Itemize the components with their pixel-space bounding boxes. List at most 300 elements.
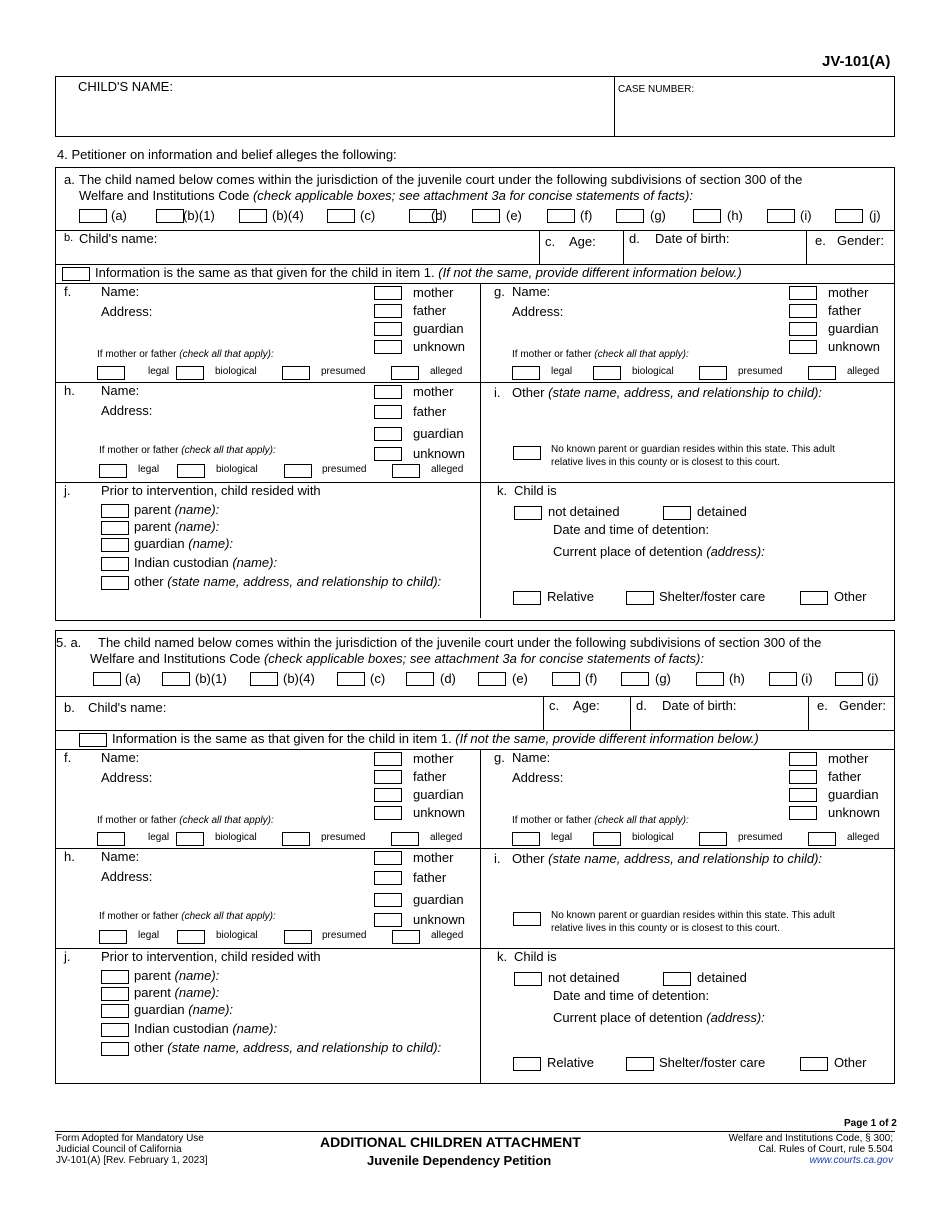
sec5-g-parent-type-label-1: biological [632,832,674,843]
sec4-f-relation-checkbox-2[interactable] [374,322,402,336]
sec5-resided-4-text: other [134,1040,164,1055]
sec5-placement-label-2: Other [834,1055,867,1070]
sec4-f-parent-type-label-3: alleged [430,366,463,377]
sec4-h-if-mother-text: If mother or father [99,445,179,456]
sec5-g-if-mother [512,815,689,827]
sec4-h-relation-label-1: father [413,404,447,419]
sec4-letter-k: k. [497,483,508,498]
sec5-f-parent-type-label-1: biological [215,832,257,843]
sec4-f-parent-type-checkbox-3[interactable] [391,366,419,380]
sec5-resided-2-hint: (name): [188,1002,234,1017]
sec4-letter-c: c. [545,234,556,249]
sec4-subdivision-label-9: (i) [800,208,812,223]
sec4-f-parent-type-checkbox-0[interactable] [97,366,125,380]
sec5-resided-3-text: Indian custodian [134,1021,229,1036]
sec5-letter-d: d. [636,698,647,713]
sec5-h-if-mother-text: If mother or father [99,911,179,922]
sec4-resided-1-hint: (name): [174,519,220,534]
sec5-subdivision-label-5: (e) [512,671,528,686]
sec4-i-other-text: Other [512,385,545,400]
sec4-resided-checkbox-0[interactable] [101,504,129,518]
sec4-f-if-mother-text: If mother or father [97,349,177,360]
sec4-letter-h: h. [64,383,75,398]
form-title: ADDITIONAL CHILDREN ATTACHMENT [320,1134,581,1150]
sec5-resided-checkbox-4[interactable] [101,1042,129,1056]
sec4-f-parent-type-checkbox-2[interactable] [282,366,310,380]
sec4-letter-g: g. [494,284,505,299]
sec4-h-parent-type-label-2: presumed [322,464,367,475]
rule [55,382,895,383]
sec5-g-parent-type-checkbox-2[interactable] [699,832,727,846]
sec4-a-line2 [79,188,693,204]
sec5-resided-0-text: parent [134,968,171,983]
sec4-a-line2-hint: (check applicable boxes; see attachment 3a for concise statements of facts): [252,188,693,203]
sec5-dob-label: Date of birth: [662,698,737,713]
sec4-letter-j: j. [64,483,71,498]
sec4-subdivision-label-5: (e) [506,208,522,223]
sec4-subdivision-checkbox-8[interactable] [693,209,721,223]
sec4-resided-1-text: parent [134,519,171,534]
sec5-detained-label: detained [697,970,747,985]
sec5-resided-1-text: parent [134,985,171,1000]
sec4-subdivision-checkbox-7[interactable] [616,209,644,223]
sec5-resided-4 [134,1040,441,1056]
sec5-h-if-mother [99,911,276,923]
sec4-resided-3-hint: (name): [232,555,278,570]
sec5-subdivision-checkbox-8[interactable] [696,672,724,686]
footer-right-1: Welfare and Institutions Code, § 300; [728,1133,893,1144]
sec4-resided-checkbox-4[interactable] [101,576,129,590]
sec4-g-relation-checkbox-3[interactable] [789,340,817,354]
sec4-h-relation-checkbox-2[interactable] [374,427,402,441]
sec4-f-relation-checkbox-1[interactable] [374,304,402,318]
sec5-letter-a: 5. a. [56,635,82,650]
header-box [55,76,895,137]
sec4-subdivision-label-8: (h) [727,208,743,223]
sec5-not-detained-label: not detained [548,970,620,985]
sec5-h-name-label: Name: [101,849,140,864]
sec5-subdivision-checkbox-10[interactable] [835,672,863,686]
sec4-subdivision-checkbox-6[interactable] [547,209,575,223]
sec5-g-address-label: Address: [512,770,564,785]
sec5-g-parent-type-label-2: presumed [738,832,783,843]
sec4-resided-0-hint: (name): [174,502,220,517]
sec5-subdivision-label-7: (g) [655,671,671,686]
sec4-child-is-label: Child is [514,483,557,498]
sec5-h-relation-checkbox-2[interactable] [374,893,402,907]
sec5-h-relation-label-3: unknown [413,912,466,927]
sec4-h-parent-type-checkbox-2[interactable] [284,464,312,478]
sec5-i-other-text: Other [512,851,545,866]
sec4-subdivision-checkbox-0[interactable] [79,209,107,223]
rule [55,749,895,750]
sec4-resided-4-hint: (state name, address, and relationship to child): [167,574,442,589]
form-id: JV-101(A) [822,53,891,70]
sec4-same-info [95,265,742,281]
sec5-h-relation-label-1: father [413,870,447,885]
sec4-g-parent-type-label-3: alleged [847,366,880,377]
sec4-same-info-checkbox[interactable] [62,267,90,281]
sec5-subdivision-label-10: (j) [867,671,879,686]
sec5-subdivision-label-3: (c) [370,671,386,686]
sec4-no-known-line2: relative lives in this county or is closest to this court. [551,457,780,468]
sec4-i-other-hint: (state name, address, and relationship to child): [548,385,823,400]
sec4-letter-e: e. [815,233,826,248]
rule [55,230,895,231]
sec4-not-detained-checkbox[interactable] [514,506,542,520]
sec4-resided-checkbox-1[interactable] [101,521,129,535]
sec5-f-parent-type-label-3: alleged [430,832,463,843]
sec4-placement-checkbox-2[interactable] [800,591,828,605]
sec5-g-relation-label-0: mother [828,751,869,766]
sec4-g-parent-type-checkbox-0[interactable] [512,366,540,380]
sec5-g-relation-checkbox-1[interactable] [789,770,817,784]
sec5-current-place-hint: (address): [706,1010,765,1025]
sec4-letter-a: a. [64,172,75,187]
sec4-date-time-label: Date and time of detention: [553,522,710,537]
sec5-resided-3-hint: (name): [232,1021,278,1036]
sec4-g-if-mother-hint: (check all that apply): [594,349,689,360]
sec5-f-if-mother-text: If mother or father [97,815,177,826]
item4-intro: 4. Petitioner on information and belief alleges the following: [57,147,397,162]
sec4-h-name-label: Name: [101,383,140,398]
sec5-subdivision-label-8: (h) [729,671,745,686]
sec5-child-is-label: Child is [514,949,557,964]
courts-website-link[interactable]: www.courts.ca.gov [809,1155,893,1166]
sec5-h-if-mother-hint: (check all that apply): [181,911,276,922]
sec5-subdivision-label-4: (d) [440,671,456,686]
rule [55,283,895,284]
sec4-h-parent-type-checkbox-3[interactable] [392,464,420,478]
sec4-h-address-label: Address: [101,403,153,418]
sec5-f-parent-type-label-2: presumed [321,832,366,843]
sec4-i-other [512,385,822,401]
sec5-placement-checkbox-2[interactable] [800,1057,828,1071]
sec4-current-place [553,544,765,560]
sec4-f-parent-type-label-1: biological [215,366,257,377]
sec4-g-relation-checkbox-0[interactable] [789,286,817,300]
sec4-letter-i: i. [494,385,501,400]
rule [623,230,624,264]
sec4-g-parent-type-label-2: presumed [738,366,783,377]
sec4-h-relation-label-2: guardian [413,426,464,441]
sec4-subdivision-label-2: (b)(4) [272,208,304,223]
sec5-subdivision-label-9: (i) [801,671,813,686]
rule [480,283,481,618]
sec5-letter-g: g. [494,750,505,765]
sec5-subdivision-checkbox-4[interactable] [406,672,434,686]
sec4-resided-4 [134,574,441,590]
sec4-subdivision-label-6: (f) [580,208,593,223]
sec5-letter-i: i. [494,851,501,866]
sec5-g-parent-type-checkbox-3[interactable] [808,832,836,846]
sec5-f-relation-label-1: father [413,769,447,784]
sec5-current-place-text: Current place of detention [553,1010,703,1025]
sec4-placement-checkbox-1[interactable] [626,591,654,605]
sec4-h-if-mother-hint: (check all that apply): [181,445,276,456]
sec5-placement-checkbox-1[interactable] [626,1057,654,1071]
sec5-placement-label-1: Shelter/foster care [659,1055,766,1070]
sec4-resided-checkbox-3[interactable] [101,557,129,571]
sec5-resided-3 [134,1021,277,1037]
sec5-h-parent-type-checkbox-1[interactable] [177,930,205,944]
sec4-h-relation-checkbox-1[interactable] [374,405,402,419]
sec5-f-if-mother-hint: (check all that apply): [179,815,274,826]
sec5-a-line2-hint: (check applicable boxes; see attachment 3a for concise statements of facts): [263,651,704,666]
sec4-placement-label-1: Shelter/foster care [659,589,766,604]
sec5-letter-b: b. [64,700,75,715]
sec4-dob-label: Date of birth: [655,231,730,246]
sec5-subdivision-label-1: (b)(1) [195,671,227,686]
sec4-same-info-hint: (If not the same, provide different information below.) [438,265,742,280]
sec4-g-relation-label-3: unknown [828,339,881,354]
sec4-f-relation-label-0: mother [413,285,454,300]
sec4-h-relation-checkbox-0[interactable] [374,385,402,399]
sec4-subdivision-checkbox-1[interactable] [156,209,184,223]
sec5-h-parent-type-label-0: legal [138,930,160,941]
case-number-label: CASE NUMBER: [618,84,695,95]
sec5-h-relation-label-0: mother [413,850,454,865]
sec4-h-parent-type-label-1: biological [216,464,258,475]
sec5-no-known-parent-checkbox[interactable] [513,912,541,926]
sec5-g-if-mother-text: If mother or father [512,815,592,826]
sec4-subdivision-label-1: (b)(1) [183,208,215,223]
sec5-same-info-hint: (If not the same, provide different information below.) [455,731,759,746]
sec5-placement-label-0: Relative [547,1055,594,1070]
sec5-resided-1-hint: (name): [174,985,220,1000]
rule [543,696,544,730]
sec5-resided-checkbox-0[interactable] [101,970,129,984]
sec5-resided-checkbox-2[interactable] [101,1004,129,1018]
sec5-f-relation-label-3: unknown [413,805,466,820]
sec5-h-parent-type-label-3: alleged [431,930,464,941]
rule [539,230,540,264]
sec4-subdivision-label-0: (a) [111,208,127,223]
sec5-f-relation-label-0: mother [413,751,454,766]
sec4-h-parent-type-label-3: alleged [431,464,464,475]
rule [55,696,895,697]
sec5-i-other [512,851,822,867]
sec4-letter-b: b. [64,232,74,244]
sec4-f-relation-checkbox-3[interactable] [374,340,402,354]
sec5-no-known-line1: No known parent or guardian resides within this state. This adult [551,910,835,921]
sec5-f-parent-type-checkbox-2[interactable] [282,832,310,846]
sec4-letter-f: f. [64,284,72,299]
sec4-subdivision-checkbox-5[interactable] [472,209,500,223]
sec5-a-line2-text: Welfare and Institutions Code [90,651,261,666]
sec4-placement-label-0: Relative [547,589,594,604]
sec5-letter-h: h. [64,849,75,864]
sec5-g-parent-type-checkbox-1[interactable] [593,832,621,846]
childs-name-label: CHILD'S NAME: [78,79,173,94]
sec5-resided-4-hint: (state name, address, and relationship to child): [167,1040,442,1055]
sec4-current-place-text: Current place of detention [553,544,703,559]
sec4-no-known-line1: No known parent or guardian resides within this state. This adult [551,444,835,455]
sec4-resided-3 [134,555,277,571]
sec4-same-info-text: Information is the same as that given for the child in item 1. [95,265,435,280]
sec5-resided-2 [134,1002,233,1018]
sec4-subdivision-checkbox-10[interactable] [835,209,863,223]
sec5-a-line1: The child named below comes within the jurisdiction of the juvenile court under the following subdivisions of section 300 of the [98,635,822,650]
sec5-h-relation-checkbox-3[interactable] [374,913,402,927]
sec5-resided-checkbox-3[interactable] [101,1023,129,1037]
sec5-g-relation-label-3: unknown [828,805,881,820]
sec5-h-relation-checkbox-0[interactable] [374,851,402,865]
sec4-g-relation-checkbox-1[interactable] [789,304,817,318]
sec4-g-parent-type-checkbox-2[interactable] [699,366,727,380]
sec4-no-known-parent-checkbox[interactable] [513,446,541,460]
sec4-subdivision-checkbox-9[interactable] [767,209,795,223]
sec4-g-relation-checkbox-2[interactable] [789,322,817,336]
sec5-g-name-label: Name: [512,750,551,765]
sec5-g-if-mother-hint: (check all that apply): [594,815,689,826]
sec4-h-if-mother [99,445,276,457]
sec5-subdivision-checkbox-7[interactable] [621,672,649,686]
sec5-childs-name-label: Child's name: [88,700,167,715]
sec4-subdivision-label-3: (c) [360,208,376,223]
sec5-subdivision-checkbox-1[interactable] [162,672,190,686]
sec5-h-relation-label-2: guardian [413,892,464,907]
sec4-h-relation-label-0: mother [413,384,454,399]
sec4-resided-3-text: Indian custodian [134,555,229,570]
sec4-g-parent-type-checkbox-3[interactable] [808,366,836,380]
rule [630,696,631,730]
sec5-letter-e: e. [817,698,828,713]
sec5-f-parent-type-checkbox-1[interactable] [176,832,204,846]
page-number: Page 1 of 2 [844,1118,897,1129]
sec4-g-relation-label-1: father [828,303,862,318]
sec5-subdivision-checkbox-9[interactable] [769,672,797,686]
rule [806,230,807,264]
sec5-g-relation-label-2: guardian [828,787,879,802]
sec5-current-place [553,1010,765,1026]
sec5-h-parent-type-label-1: biological [216,930,258,941]
sec4-prior-label: Prior to intervention, child resided with [101,483,321,498]
sec4-resided-0 [134,502,219,518]
sec4-f-relation-label-3: unknown [413,339,466,354]
sec4-a-line1: The child named below comes within the jurisdiction of the juvenile court under the following subdivisions of section 300 of the [79,172,803,187]
sec5-subdivision-checkbox-0[interactable] [93,672,121,686]
sec5-subdivision-checkbox-6[interactable] [552,672,580,686]
sec5-letter-f: f. [64,750,72,765]
sec5-same-info [112,731,759,747]
sec4-age-label: Age: [569,234,596,249]
sec4-f-parent-type-label-0: legal [148,366,170,377]
sec4-g-if-mother [512,349,689,361]
sec4-detained-label: detained [697,504,747,519]
sec4-resided-2-hint: (name): [188,536,234,551]
sec4-detained-checkbox[interactable] [663,506,691,520]
sec5-no-known-line2: relative lives in this county or is closest to this court. [551,923,780,934]
sec4-not-detained-label: not detained [548,504,620,519]
sec5-g-parent-type-label-0: legal [551,832,573,843]
sec5-letter-c: c. [549,698,560,713]
footer-right-2: Cal. Rules of Court, rule 5.504 [758,1144,893,1155]
sec4-placement-checkbox-0[interactable] [513,591,541,605]
footer-left-1: Form Adopted for Mandatory Use [56,1133,204,1144]
sec5-gender-label: Gender: [839,698,886,713]
sec5-f-relation-label-2: guardian [413,787,464,802]
sec4-g-parent-type-label-0: legal [551,366,573,377]
sec5-f-address-label: Address: [101,770,153,785]
sec5-subdivision-checkbox-3[interactable] [337,672,365,686]
sec5-resided-checkbox-1[interactable] [101,987,129,1001]
rule [55,848,895,849]
sec5-f-relation-checkbox-0[interactable] [374,752,402,766]
form-subtitle: Juvenile Dependency Petition [367,1153,552,1168]
sec4-f-relation-checkbox-0[interactable] [374,286,402,300]
sec4-h-parent-type-label-0: legal [138,464,160,475]
sec4-g-if-mother-text: If mother or father [512,349,592,360]
sec4-g-parent-type-checkbox-1[interactable] [593,366,621,380]
sec5-placement-checkbox-0[interactable] [513,1057,541,1071]
sec5-g-parent-type-checkbox-0[interactable] [512,832,540,846]
sec4-gender-label: Gender: [837,233,884,248]
sec5-subdivision-checkbox-5[interactable] [478,672,506,686]
sec5-g-relation-checkbox-3[interactable] [789,806,817,820]
sec4-placement-label-2: Other [834,589,867,604]
sec5-subdivision-checkbox-2[interactable] [250,672,278,686]
sec5-age-label: Age: [573,698,600,713]
sec5-h-parent-type-checkbox-0[interactable] [99,930,127,944]
sec4-subdivision-checkbox-2[interactable] [239,209,267,223]
sec4-f-parent-type-checkbox-1[interactable] [176,366,204,380]
sec4-f-relation-label-2: guardian [413,321,464,336]
sec4-g-relation-label-2: guardian [828,321,879,336]
sec4-a-line2-text: Welfare and Institutions Code [79,188,250,203]
sec5-not-detained-checkbox[interactable] [514,972,542,986]
sec5-same-info-checkbox[interactable] [79,733,107,747]
sec4-g-relation-label-0: mother [828,285,869,300]
sec5-f-relation-checkbox-1[interactable] [374,770,402,784]
sec5-f-parent-type-checkbox-3[interactable] [391,832,419,846]
sec4-resided-4-text: other [134,574,164,589]
sec5-h-address-label: Address: [101,869,153,884]
sec5-h-parent-type-checkbox-3[interactable] [392,930,420,944]
sec4-h-parent-type-checkbox-1[interactable] [177,464,205,478]
sec4-resided-2-text: guardian [134,536,185,551]
sec5-resided-2-text: guardian [134,1002,185,1017]
sec5-g-relation-checkbox-2[interactable] [789,788,817,802]
sec4-f-name-label: Name: [101,284,140,299]
sec5-h-relation-checkbox-1[interactable] [374,871,402,885]
sec4-resided-2 [134,536,233,552]
sec5-prior-label: Prior to intervention, child resided with [101,949,321,964]
sec4-subdivision-checkbox-3[interactable] [327,209,355,223]
sec4-resided-checkbox-2[interactable] [101,538,129,552]
sec4-g-parent-type-label-1: biological [632,366,674,377]
sec5-i-other-hint: (state name, address, and relationship to child): [548,851,823,866]
sec5-date-time-label: Date and time of detention: [553,988,710,1003]
sec5-f-relation-checkbox-3[interactable] [374,806,402,820]
sec5-f-relation-checkbox-2[interactable] [374,788,402,802]
sec4-g-name-label: Name: [512,284,551,299]
rule [808,696,809,730]
sec4-h-parent-type-checkbox-0[interactable] [99,464,127,478]
sec5-detained-checkbox[interactable] [663,972,691,986]
sec5-g-parent-type-label-3: alleged [847,832,880,843]
sec5-g-relation-checkbox-0[interactable] [789,752,817,766]
sec5-h-parent-type-checkbox-2[interactable] [284,930,312,944]
sec5-letter-j: j. [64,949,71,964]
sec4-h-relation-label-3: unknown [413,446,466,461]
sec5-subdivision-label-2: (b)(4) [283,671,315,686]
footer-left-2: Judicial Council of California [56,1144,182,1155]
footer-left-3: JV-101(A) [Rev. February 1, 2023] [56,1155,208,1166]
sec4-h-relation-checkbox-3[interactable] [374,447,402,461]
sec4-f-parent-type-label-2: presumed [321,366,366,377]
sec5-f-parent-type-checkbox-0[interactable] [97,832,125,846]
